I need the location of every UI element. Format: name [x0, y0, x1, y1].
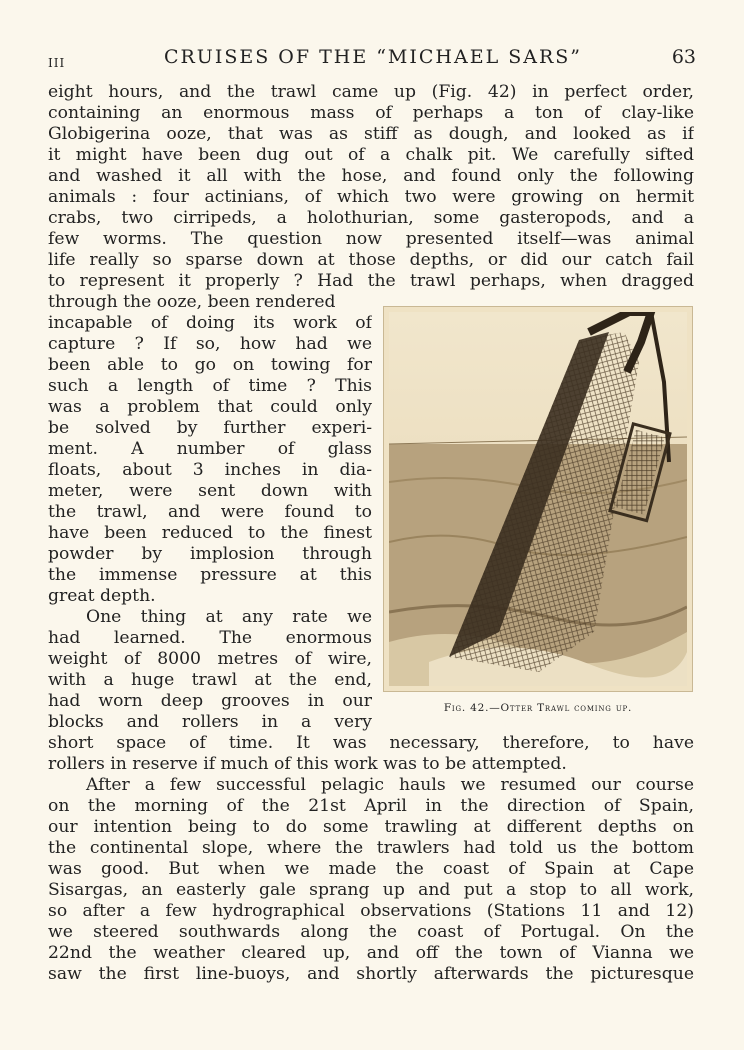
text-line: it might have been dug out of a chalk pit. We carefully sifted: [48, 145, 694, 165]
running-title: CRUISES OF THE “MICHAEL SARS”: [163, 46, 583, 68]
text-line: our intention being to do some trawling at different depths on: [48, 817, 694, 837]
text-line: to represent it properly ? Had the trawl perhaps, when dragged: [48, 271, 694, 291]
text-line: have been reduced to the finest: [48, 523, 372, 543]
text-line: ment. A number of glass: [48, 439, 372, 459]
running-header: [48, 44, 696, 70]
text-line: Globigerina ooze, that was as stiff as dough, and looked as if: [48, 124, 694, 144]
text-line: was a problem that could only: [48, 397, 372, 417]
text-line: 22nd the weather cleared up, and off the town of Vianna we: [48, 943, 694, 963]
text-line: crabs, two cirripeds, a holothurian, some gasteropods, and a: [48, 208, 694, 228]
page-number: 63: [671, 46, 696, 68]
text-line: powder by implosion through: [48, 544, 372, 564]
text-line: floats, about 3 inches in dia-: [48, 460, 372, 480]
text-line: had learned. The enormous: [48, 628, 372, 648]
text-line: blocks and rollers in a very: [48, 712, 372, 732]
text-line: animals : four actinians, of which two were growing on hermit: [48, 187, 694, 207]
text-line: with a huge trawl at the end,: [48, 670, 372, 690]
text-line: saw the first line-buoys, and shortly afterwards the picturesque: [48, 964, 694, 984]
text-line: through the ooze, been rendered: [48, 292, 336, 312]
text-line: short space of time. It was necessary, therefore, to have: [48, 733, 694, 753]
figure-caption: Fig. 42.—Otter Trawl coming up.: [443, 702, 633, 714]
text-line: rollers in reserve if much of this work was to be attempted.: [48, 754, 567, 774]
text-line: weight of 8000 metres of wire,: [48, 649, 372, 669]
text-line: had worn deep grooves in our: [48, 691, 372, 711]
text-line: we steered southwards along the coast of Portugal. On the: [48, 922, 694, 942]
figure-photo: [383, 306, 693, 692]
text-line: life really so sparse down at those depths, or did our catch fail: [48, 250, 694, 270]
text-line: so after a few hydrographical observations (Stations 11 and 12): [48, 901, 694, 921]
text-line: the trawl, and were found to: [48, 502, 372, 522]
chapter-number: III: [48, 56, 66, 70]
text-line: few worms. The question now presented itself—was animal: [48, 229, 694, 249]
text-line: containing an enormous mass of perhaps a ton of clay-like: [48, 103, 694, 123]
text-line: capture ? If so, how had we: [48, 334, 372, 354]
text-line: incapable of doing its work of: [48, 313, 372, 333]
text-line: such a length of time ? This: [48, 376, 372, 396]
text-line: and washed it all with the hose, and found only the following: [48, 166, 694, 186]
text-line: After a few successful pelagic hauls we resumed our course: [86, 775, 694, 795]
text-line: was good. But when we made the coast of Spain at Cape: [48, 859, 694, 879]
text-line: the immense pressure at this: [48, 565, 372, 585]
text-line: great depth.: [48, 586, 156, 606]
text-line: Sisargas, an easterly gale sprang up and put a stop to all work,: [48, 880, 694, 900]
otter-trawl-photo: [389, 312, 687, 686]
text-line: eight hours, and the trawl came up (Fig. 42) in perfect order,: [48, 82, 694, 102]
text-line: meter, were sent down with: [48, 481, 372, 501]
text-line: One thing at any rate we: [86, 607, 372, 627]
text-line: on the morning of the 21st April in the direction of Spain,: [48, 796, 694, 816]
text-line: been able to go on towing for: [48, 355, 372, 375]
text-line: the continental slope, where the trawlers had told us the bottom: [48, 838, 694, 858]
text-line: be solved by further experi-: [48, 418, 372, 438]
